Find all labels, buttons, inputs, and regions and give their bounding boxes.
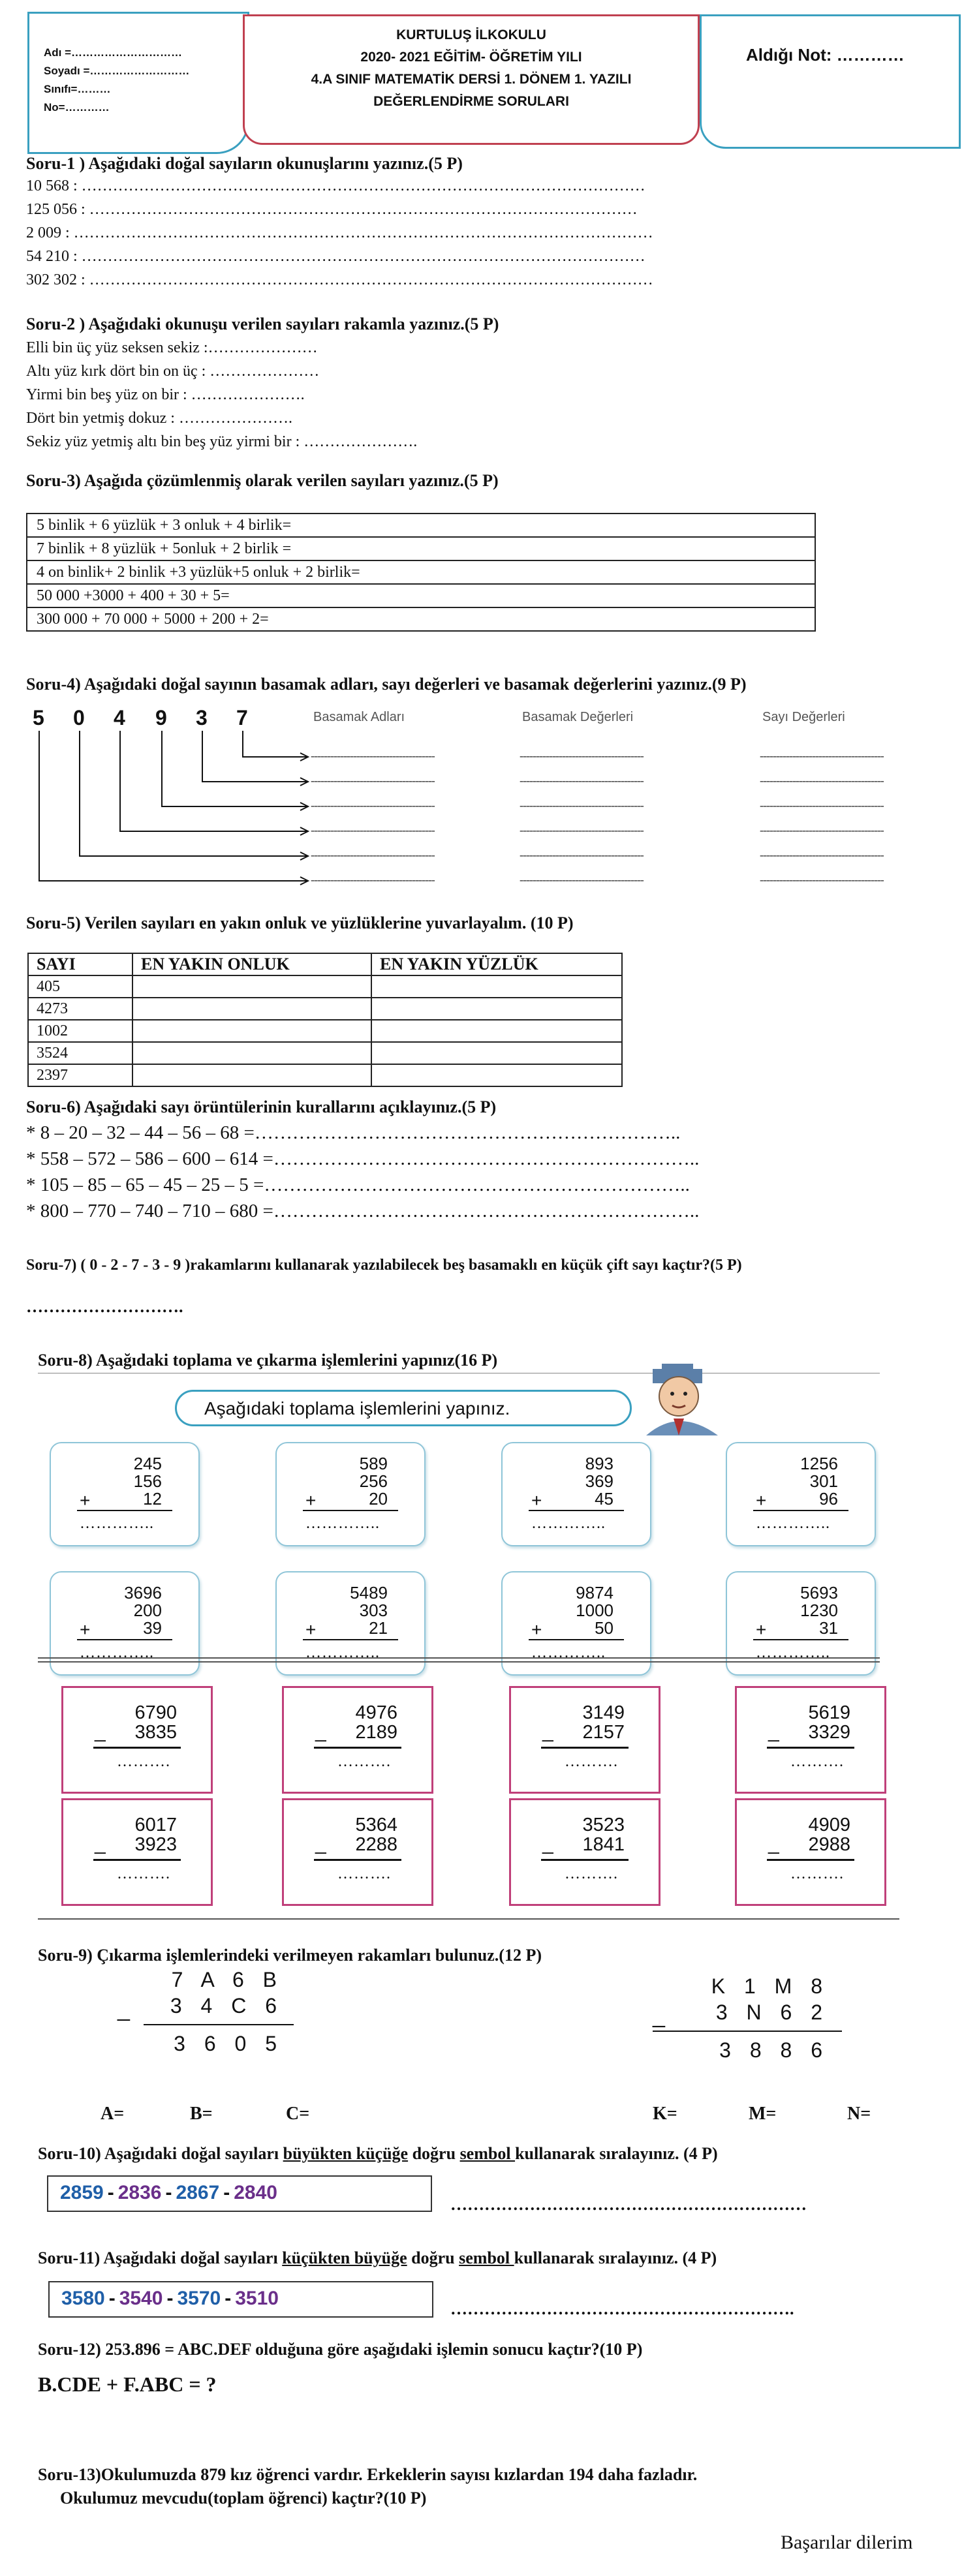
q9-label-n[interactable]: N= — [847, 2104, 871, 2124]
q2-line[interactable]: Altı yüz kırk dört bin on üç : ………………… — [26, 363, 320, 380]
minuend: 3149 — [582, 1702, 625, 1723]
addend: 1256 — [800, 1454, 838, 1473]
grade-box — [700, 14, 961, 149]
q4-blank[interactable]: -------------------------------------- — [760, 749, 884, 762]
subtrahend: 3923 — [134, 1834, 177, 1855]
q8-divider — [38, 1657, 880, 1663]
q5-title: Soru-5) Verilen sayıları en yakın onluk ve yüzlüklerine yuvarlayalım. (10 P) — [26, 913, 574, 932]
minuend: 5364 — [355, 1815, 397, 1835]
addition-numbers — [800, 1584, 838, 1637]
addition-numbers — [576, 1584, 614, 1637]
q4-blank[interactable]: -------------------------------------- — [760, 774, 884, 787]
subtraction-box — [509, 1686, 660, 1794]
q10-title-underline-2: sembol — [459, 2144, 516, 2163]
q5-table — [27, 953, 623, 1087]
q10-sep-2: - — [165, 2182, 172, 2203]
sum-line — [77, 1639, 172, 1640]
difference-answer[interactable]: ………. — [565, 1753, 618, 1770]
addend: 20 — [369, 1489, 388, 1509]
surname-field[interactable]: Soyadı =……………………… — [44, 65, 190, 77]
sum-answer[interactable]: ………….. — [756, 1515, 830, 1532]
q6-pattern[interactable]: * 800 – 770 – 740 – 710 – 680 =………………………………………………………….. — [26, 1201, 700, 1221]
q4-blank[interactable]: -------------------------------------- — [520, 749, 644, 762]
subtraction-box — [61, 1686, 213, 1794]
q3-cell[interactable]: 50 000 +3000 + 400 + 30 + 5= — [27, 584, 815, 607]
q5-onluk-cell[interactable] — [132, 998, 371, 1020]
q9-left-mid: 3 4 C 6 — [170, 1994, 283, 2017]
subtraction-box — [735, 1798, 886, 1906]
q11-title-underline-2: sembol — [459, 2248, 514, 2267]
difference-line — [93, 1747, 181, 1749]
sum-line — [753, 1510, 848, 1511]
addend: 96 — [819, 1489, 838, 1509]
q10-sep-1: - — [107, 2182, 114, 2203]
q4-blank[interactable]: -------------------------------------- — [311, 749, 435, 762]
exam-subtitle: DEĞERLENDİRME SORULARI — [373, 94, 569, 109]
q2-line[interactable]: Dört bin yetmiş dokuz : …………………. — [26, 410, 292, 427]
q5-onluk-cell[interactable] — [132, 1042, 371, 1064]
q3-title: Soru-3) Aşağıda çözümlenmiş olarak verilen sayıları yazınız.(5 P) — [26, 471, 499, 490]
q1-line[interactable]: 10 568 : ……………………………………………………………………………………………… — [26, 177, 645, 194]
addend: 3696 — [124, 1583, 162, 1602]
addend: 45 — [595, 1489, 614, 1509]
addend: 1000 — [576, 1601, 614, 1620]
minus-sign: _ — [315, 1721, 326, 1742]
q4-blank[interactable]: -------------------------------------- — [311, 799, 435, 812]
plus-sign: + — [305, 1490, 317, 1510]
q10-title-post: kullanarak sıralayınız. (4 P) — [515, 2144, 718, 2163]
addition-card — [275, 1442, 426, 1546]
minuend: 4976 — [355, 1702, 397, 1723]
q4-digit: 7 — [236, 706, 248, 729]
q5-header: EN YAKIN YÜZLÜK — [371, 953, 622, 975]
addition-numbers — [124, 1584, 162, 1637]
footer-wish: Başarılar dilerim — [781, 2532, 913, 2553]
addition-numbers — [350, 1584, 388, 1637]
q3-row — [27, 514, 815, 537]
difference-line — [314, 1747, 401, 1749]
number-field[interactable]: No=………… — [44, 101, 110, 114]
q1-line[interactable]: 125 056 : …………………………………………………………………………………………… — [26, 201, 638, 218]
addition-card — [501, 1442, 651, 1546]
subtrahend: 3329 — [808, 1722, 850, 1743]
q9-left-answer-labels — [101, 2104, 364, 2124]
addition-card — [50, 1442, 200, 1546]
q6-title: Soru-6) Aşağıdaki sayı örüntülerinin kurallarını açıklayınız.(5 P) — [26, 1097, 497, 1116]
addend: 200 — [133, 1601, 162, 1620]
q11-title-mid: doğru — [407, 2248, 459, 2267]
q10-title-mid: doğru — [408, 2144, 460, 2163]
sum-line — [303, 1639, 398, 1640]
q5-yuzluk-cell[interactable] — [371, 1042, 622, 1064]
q3-row — [27, 584, 815, 607]
q3-cell[interactable]: 300 000 + 70 000 + 5000 + 200 + 2= — [27, 607, 815, 631]
minus-sign: _ — [315, 1833, 326, 1854]
q9-right-top: K 1 M 8 — [711, 1974, 829, 1998]
q4-blank[interactable]: -------------------------------------- — [311, 774, 435, 787]
difference-line — [541, 1859, 629, 1861]
q9-left-result: 3 6 0 5 — [174, 2032, 283, 2055]
q8-banner — [175, 1390, 632, 1426]
q9-label-k[interactable]: K= — [653, 2104, 677, 2124]
addend: 256 — [359, 1471, 388, 1491]
q1-line[interactable]: 302 302 : ……………………………………………………………………………………………… — [26, 271, 653, 288]
q9-right-result: 3 8 8 6 — [719, 2038, 829, 2062]
q9-left-top: 7 A 6 B — [171, 1968, 283, 1991]
minuend: 6017 — [134, 1815, 177, 1835]
q1-line[interactable]: 2 009 : ………………………………………………………………………………………………… — [26, 224, 653, 241]
minuend: 5619 — [808, 1702, 850, 1723]
q4-blank[interactable]: -------------------------------------- — [760, 823, 884, 836]
q4-blank[interactable]: -------------------------------------- — [311, 823, 435, 836]
q4-blank[interactable]: -------------------------------------- — [520, 848, 644, 861]
q5-number: 2397 — [28, 1064, 132, 1086]
minus-sign: _ — [542, 1721, 553, 1742]
addend: 9874 — [576, 1583, 614, 1602]
sum-answer[interactable]: ………….. — [305, 1515, 380, 1532]
q5-header: SAYI — [28, 953, 132, 975]
q4-blank[interactable]: -------------------------------------- — [520, 799, 644, 812]
q11-answer[interactable]: ……………………………………………………. — [450, 2299, 794, 2318]
q5-yuzluk-cell[interactable] — [371, 998, 622, 1020]
addend: 5693 — [800, 1583, 838, 1602]
subtrahend: 3835 — [134, 1722, 177, 1743]
q2-line[interactable]: Sekiz yüz yetmiş altı bin beş yüz yirmi bir : …………………. — [26, 433, 418, 450]
difference-line — [541, 1747, 629, 1749]
difference-line — [767, 1747, 854, 1749]
q4-title: Soru-4) Aşağıdaki doğal sayının basamak adları, sayı değerleri ve basamak değerlerini yazınız.(9 P) — [26, 675, 747, 694]
q2-title: Soru-2 ) Aşağıdaki okunuşu verilen sayıları rakamla yazınız.(5 P) — [26, 314, 499, 333]
addend: 31 — [819, 1618, 838, 1638]
q5-number: 405 — [28, 975, 132, 998]
q5-onluk-cell[interactable] — [132, 1020, 371, 1042]
q11-title-post: kullanarak sıralayınız. (4 P) — [514, 2248, 717, 2267]
difference-answer[interactable]: ………. — [337, 1865, 391, 1882]
q12-expression: B.CDE + F.ABC = ? — [38, 2372, 217, 2396]
q11-sep-2: - — [166, 2288, 174, 2309]
q1-line[interactable]: 54 210 : ……………………………………………………………………………………………… — [26, 248, 645, 265]
difference-answer[interactable]: ………. — [790, 1753, 844, 1770]
minus-sign: _ — [95, 1833, 106, 1854]
q4-arrow — [162, 731, 307, 806]
q9-right-problem — [640, 1973, 855, 2064]
sum-answer[interactable]: ………….. — [305, 1644, 380, 1661]
q10-num-4: 2840 — [234, 2182, 277, 2203]
q2-line[interactable]: Elli bin üç yüz seksen sekiz :………………… — [26, 339, 318, 356]
subtraction-box — [282, 1686, 433, 1794]
minuend: 6790 — [134, 1702, 177, 1723]
sum-line — [303, 1510, 398, 1511]
q9-right-minus: _ — [653, 2003, 665, 2028]
q5-onluk-cell[interactable] — [132, 1064, 371, 1086]
subtraction-box — [735, 1686, 886, 1794]
q4-blank[interactable]: -------------------------------------- — [760, 848, 884, 861]
class-field[interactable]: Sınıfı=……… — [44, 83, 111, 95]
plus-sign: + — [531, 1619, 542, 1640]
q9-title: Soru-9) Çıkarma işlemlerindeki verilmeyen rakamları bulunuz.(12 P) — [38, 1946, 542, 1965]
addition-numbers — [800, 1455, 838, 1508]
subtrahend: 2157 — [582, 1722, 625, 1743]
q11-title — [38, 2248, 717, 2268]
q9-label-c[interactable]: C= — [286, 2104, 310, 2124]
q5-row — [28, 1064, 622, 1086]
q10-sep-3: - — [223, 2182, 230, 2203]
subtrahend: 1841 — [582, 1834, 625, 1855]
q10-title-pre: Soru-10) Aşağıdaki doğal sayıları — [38, 2144, 283, 2163]
subtrahend: 2288 — [355, 1834, 397, 1855]
addend: 303 — [359, 1601, 388, 1620]
q9-right-answer-labels — [653, 2104, 899, 2124]
q10-title-underline-1: büyükten küçüğe — [283, 2144, 409, 2163]
q2-line[interactable]: Yirmi bin beş yüz on bir : …………………. — [26, 386, 305, 403]
q10-num-1: 2859 — [60, 2182, 104, 2203]
sum-line — [77, 1510, 172, 1511]
sum-answer[interactable]: ………….. — [531, 1644, 606, 1661]
q3-cell[interactable]: 7 binlik + 8 yüzlük + 5onluk + 2 birlik = — [27, 537, 815, 560]
q5-onluk-cell[interactable] — [132, 975, 371, 998]
q5-row — [28, 975, 622, 998]
addend: 156 — [133, 1471, 162, 1491]
q5-row — [28, 998, 622, 1020]
q11-sep-3: - — [225, 2288, 232, 2309]
minuend: 3523 — [582, 1815, 625, 1835]
plus-sign: + — [756, 1490, 767, 1510]
sum-answer[interactable]: ………….. — [80, 1644, 154, 1661]
q10-number-box — [47, 2175, 432, 2212]
q9-label-a[interactable]: A= — [101, 2104, 125, 2124]
sum-answer[interactable]: ………….. — [531, 1515, 606, 1532]
plus-sign: + — [80, 1619, 91, 1640]
exam-title: 4.A SINIF MATEMATİK DERSİ 1. DÖNEM 1. YAZILI — [311, 72, 632, 87]
q5-yuzluk-cell[interactable] — [371, 975, 622, 998]
q9-label-b[interactable]: B= — [190, 2104, 213, 2124]
q13-line-2: Okulumuz mevcudu(toplam öğrenci) kaçtır?(10 P) — [60, 2489, 427, 2507]
q4-blank[interactable]: -------------------------------------- — [520, 873, 644, 886]
addend: 21 — [369, 1618, 388, 1638]
q5-header: EN YAKIN ONLUK — [132, 953, 371, 975]
school-year: 2020- 2021 EĞİTİM- ÖĞRETİM YILI — [360, 50, 582, 65]
plus-sign: + — [80, 1490, 91, 1510]
name-field[interactable]: Adı =………………………… — [44, 46, 183, 59]
addend: 893 — [585, 1454, 614, 1473]
q4-col-sayi-degerleri: Sayı Değerleri — [762, 710, 845, 724]
grade-label[interactable]: Aldığı Not: ………… — [746, 45, 905, 65]
sum-line — [753, 1639, 848, 1640]
q7-title: Soru-7) ( 0 - 2 - 7 - 3 - 9 )rakamlarını kullanarak yazılabilecek beş basamaklı en küçük çift sayı kaçtır?(5 P) — [26, 1257, 742, 1274]
q3-row — [27, 537, 815, 560]
q4-digit: 0 — [73, 706, 85, 729]
q4-arrow — [80, 731, 307, 856]
q5-yuzluk-cell[interactable] — [371, 1020, 622, 1042]
q4-blank[interactable]: -------------------------------------- — [311, 848, 435, 861]
q10-answer[interactable]: ……………………………………………………… — [450, 2195, 807, 2214]
q8-title: Soru-8) Aşağıdaki toplama ve çıkarma işlemlerini yapınız(16 P) — [38, 1351, 498, 1370]
q4-blank[interactable]: -------------------------------------- — [520, 774, 644, 787]
addend: 589 — [359, 1454, 388, 1473]
difference-line — [767, 1859, 854, 1861]
addend: 39 — [143, 1618, 162, 1638]
sum-answer[interactable]: ………….. — [80, 1515, 154, 1532]
addition-numbers — [360, 1455, 388, 1508]
q3-cell[interactable]: 4 on binlik+ 2 binlik +3 yüzlük+5 onluk + 2 birlik= — [27, 560, 815, 584]
q4-digit: 3 — [196, 706, 208, 729]
difference-line — [314, 1859, 401, 1861]
addend: 245 — [133, 1454, 162, 1473]
q3-row — [27, 560, 815, 584]
plus-sign: + — [756, 1619, 767, 1640]
subtraction-box — [282, 1798, 433, 1906]
plus-sign: + — [305, 1619, 317, 1640]
q6-pattern[interactable]: * 558 – 572 – 586 – 600 – 614 =………………………………………………………….. — [26, 1148, 700, 1169]
q4-col-basamak-degerleri: Basamak Değerleri — [522, 710, 634, 724]
q11-num-3: 3570 — [177, 2288, 221, 2309]
q6-pattern[interactable]: * 105 – 85 – 65 – 45 – 25 – 5 =………………………………………………………….. — [26, 1174, 690, 1195]
minus-sign: _ — [768, 1721, 779, 1742]
q4-digit: 5 — [33, 706, 44, 729]
addition-numbers — [134, 1455, 162, 1508]
q5-number: 1002 — [28, 1020, 132, 1042]
q9-left-minus: _ — [117, 1997, 130, 2021]
difference-line — [93, 1859, 181, 1861]
q5-yuzluk-cell[interactable] — [371, 1064, 622, 1086]
q11-num-1: 3580 — [61, 2288, 105, 2309]
q11-title-underline-1: küçükten büyüğe — [282, 2248, 407, 2267]
q11-number-box — [48, 2281, 433, 2318]
q9-left-problem — [104, 1967, 313, 2058]
difference-answer[interactable]: ………. — [117, 1865, 170, 1882]
q3-table — [26, 513, 816, 632]
subtraction-box — [509, 1798, 660, 1906]
subtrahend: 2988 — [808, 1834, 850, 1855]
difference-answer[interactable]: ………. — [790, 1865, 844, 1882]
q10-num-3: 2867 — [176, 2182, 220, 2203]
q4-blank[interactable]: -------------------------------------- — [760, 873, 884, 886]
q8-banner-text: Aşağıdaki toplama işlemlerini yapınız. — [204, 1398, 510, 1418]
q10-num-2: 2836 — [117, 2182, 162, 2203]
minus-sign: _ — [95, 1721, 106, 1742]
q4-blank[interactable]: -------------------------------------- — [311, 873, 435, 886]
student-info-box — [27, 12, 249, 154]
addend: 301 — [809, 1471, 838, 1491]
q5-number: 3524 — [28, 1042, 132, 1064]
q1-title: Soru-1 ) Aşağıdaki doğal sayıların okunuşlarını yazınız.(5 P) — [26, 154, 463, 173]
q4-blank[interactable]: -------------------------------------- — [760, 799, 884, 812]
q11-num-4: 3510 — [235, 2288, 279, 2309]
addend: 369 — [585, 1471, 614, 1491]
school-name: KURTULUŞ İLKOKULU — [396, 27, 546, 42]
subtrahend: 2189 — [355, 1722, 397, 1743]
difference-answer[interactable]: ………. — [117, 1753, 170, 1770]
difference-answer[interactable]: ………. — [565, 1865, 618, 1882]
minus-sign: _ — [542, 1833, 553, 1854]
q3-row — [27, 607, 815, 631]
sum-answer[interactable]: ………….. — [756, 1644, 830, 1661]
addition-numbers — [585, 1455, 614, 1508]
q5-row — [28, 1020, 622, 1042]
q4-arrow — [243, 731, 307, 757]
addend: 50 — [595, 1618, 614, 1638]
q6-pattern[interactable]: * 8 – 20 – 32 – 44 – 56 – 68 =………………………………………………………….. — [26, 1122, 681, 1143]
q10-title — [38, 2144, 718, 2164]
difference-answer[interactable]: ………. — [337, 1753, 391, 1770]
q5-row — [28, 1042, 622, 1064]
teacher-illustration-icon — [633, 1364, 744, 1435]
q8-bottom-rule — [38, 1918, 899, 1920]
q9-label-m[interactable]: M= — [749, 2104, 777, 2124]
q7-answer[interactable]: ………………………. — [26, 1297, 183, 1316]
q4-blank[interactable]: -------------------------------------- — [520, 823, 644, 836]
q4-digit: 9 — [155, 706, 167, 729]
q5-number: 4273 — [28, 998, 132, 1020]
sum-line — [529, 1510, 624, 1511]
minus-sign: _ — [768, 1833, 779, 1854]
q4-digit: 4 — [114, 706, 125, 729]
q11-num-2: 3540 — [119, 2288, 163, 2309]
subtraction-box — [61, 1798, 213, 1906]
q3-cell[interactable]: 5 binlik + 6 yüzlük + 3 onluk + 4 birlik= — [27, 514, 815, 537]
q13-line-1: Soru-13)Okulumuzda 879 kız öğrenci vardır. Erkeklerin sayısı kızlardan 194 daha fazladır. — [38, 2465, 698, 2484]
q11-sep-1: - — [108, 2288, 116, 2309]
addend: 5489 — [350, 1583, 388, 1602]
minuend: 4909 — [808, 1815, 850, 1835]
addend: 1230 — [800, 1601, 838, 1620]
addition-card — [726, 1442, 876, 1546]
q4-col-basamak-adlari: Basamak Adları — [313, 710, 405, 724]
q12-title: Soru-12) 253.896 = ABC.DEF olduğuna göre aşağıdaki işlemin sonucu kaçtır?(10 P) — [38, 2340, 643, 2359]
exam-title-box — [243, 14, 700, 145]
sum-line — [529, 1639, 624, 1640]
q4-arrows — [26, 731, 326, 894]
q11-title-pre: Soru-11) Aşağıdaki doğal sayıları — [38, 2248, 283, 2267]
plus-sign: + — [531, 1490, 542, 1510]
addend: 12 — [143, 1489, 162, 1509]
q9-right-mid: 3 N 6 2 — [715, 2001, 829, 2024]
